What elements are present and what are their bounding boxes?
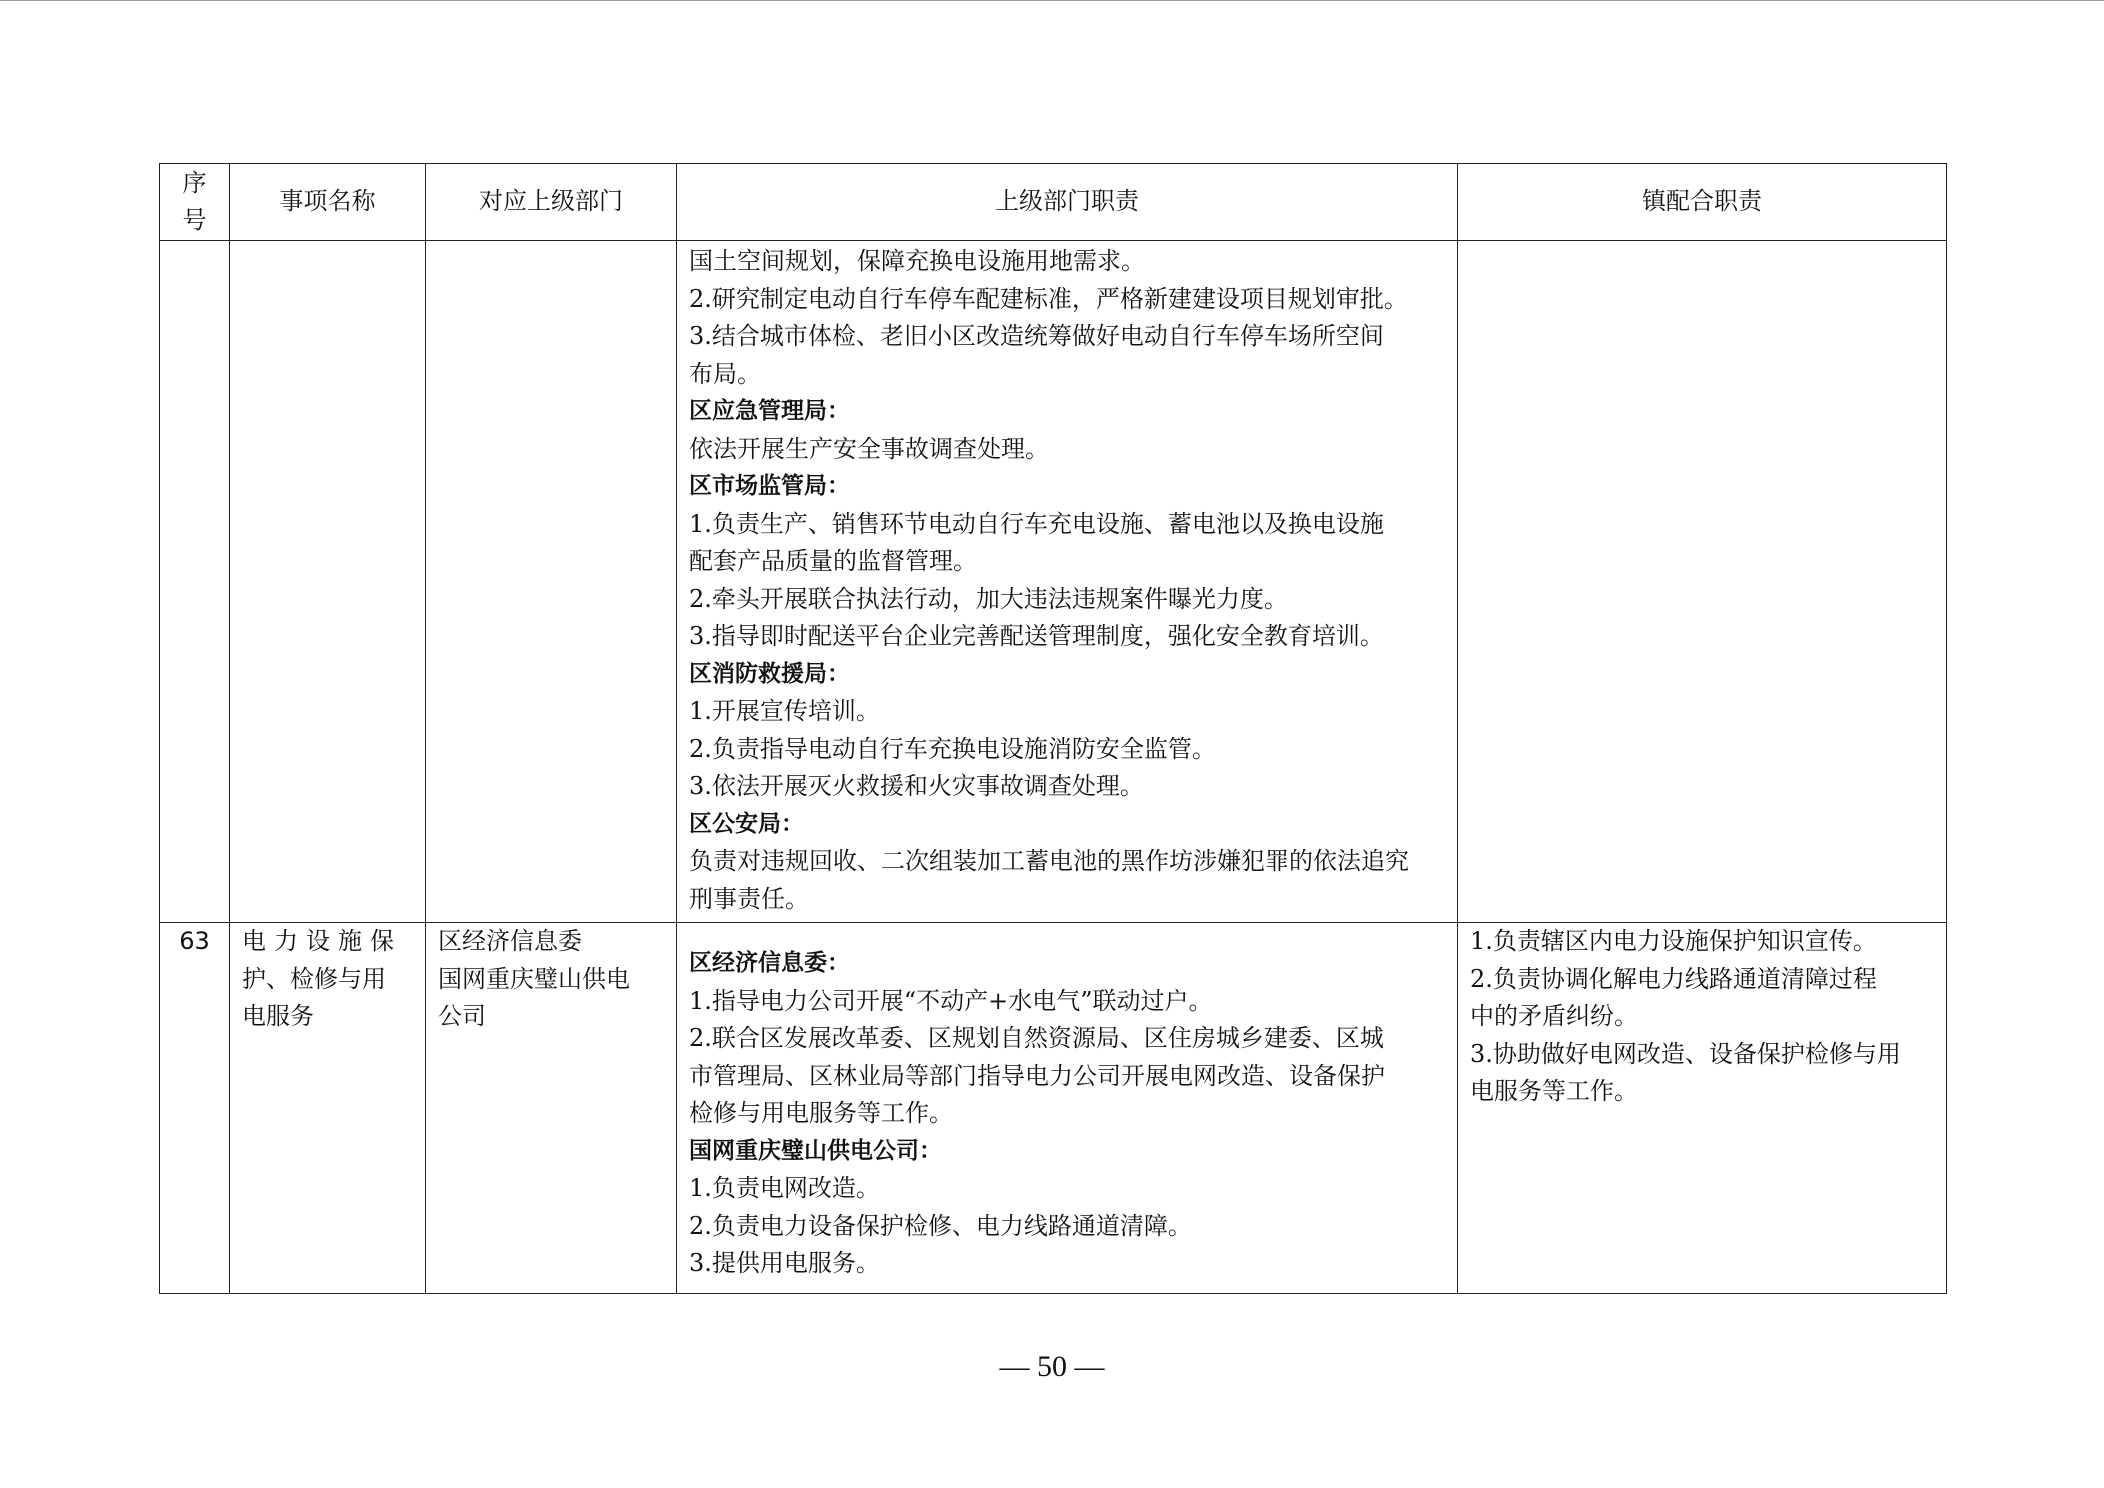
- table-row-63: [160, 923, 1947, 1294]
- duty-line: 1.开展宣传培训。: [689, 697, 880, 725]
- header-town-duties: 镇配合职责: [1458, 164, 1947, 241]
- table-row-continued: [160, 241, 1947, 923]
- header-item-name: 事项名称: [230, 164, 426, 241]
- cell-no: 63: [160, 923, 230, 1294]
- dept-heading: 区经济信息委：: [689, 950, 850, 976]
- duty-line: 配套产品质量的监督管理。: [689, 547, 977, 575]
- cell-item-name-empty: [230, 241, 426, 923]
- duty-line: 2.研究制定电动自行车停车配建标准，严格新建建设项目规划审批。: [689, 284, 1408, 313]
- duty-line: 2.联合区发展改革委、区规划自然资源局、区住房城乡建委、区城: [689, 1024, 1384, 1052]
- town-duty-line: 中的矛盾纠纷。: [1470, 1002, 1638, 1030]
- dept-heading: 区应急管理局：: [689, 398, 850, 424]
- town-duty-line: 3.协助做好电网改造、设备保护检修与用: [1470, 1039, 1901, 1068]
- town-duty-line: 1.负责辖区内电力设施保护知识宣传。: [1470, 927, 1877, 955]
- dept-heading: 区市场监管局：: [689, 473, 850, 499]
- duty-line: 负责对违规回收、二次组装加工蓄电池的黑作坊涉嫌犯罪的依法追究: [689, 847, 1409, 875]
- cell-superior-duties: [677, 923, 1458, 1294]
- duty-line: 2.负责电力设备保护检修、电力线路通道清障。: [689, 1211, 1192, 1240]
- cell-superior-dept-empty: [426, 241, 677, 923]
- duties-list: [689, 243, 1445, 918]
- item-name-line: 护、检修与用: [242, 964, 386, 993]
- table-header-row: [160, 164, 1947, 241]
- duty-line: 1.负责生产、销售环节电动自行车充电设施、蓄电池以及换电设施: [689, 509, 1384, 538]
- cell-town-duties-empty: [1458, 241, 1947, 923]
- page-top-rule: [0, 0, 2104, 1]
- duty-line: 3.依法开展灭火救援和火灾事故调查处理。: [689, 772, 1144, 800]
- town-duty-line: 2.负责协调化解电力线路通道清障过程: [1470, 964, 1877, 993]
- dept-line: 国网重庆璧山供电: [438, 964, 630, 993]
- duty-line: 检修与用电服务等工作。: [689, 1099, 953, 1127]
- item-name-line: 电力设施保: [242, 927, 402, 955]
- dept-line: 公司: [438, 1002, 486, 1030]
- duty-line: 2.负责指导电动自行车充换电设施消防安全监管。: [689, 734, 1216, 763]
- duty-line: 1.指导电力公司开展“不动产+水电气”联动过户。: [689, 986, 1213, 1015]
- duty-line: 3.指导即时配送平台企业完善配送管理制度，强化安全教育培训。: [689, 622, 1384, 650]
- header-no-text: 序号: [182, 168, 207, 234]
- duty-line: 2.牵头开展联合执法行动，加大违法违规案件曝光力度。: [689, 584, 1288, 613]
- duty-line: 3.提供用电服务。: [689, 1249, 880, 1277]
- duty-line: 1.负责电网改造。: [689, 1174, 880, 1202]
- duty-table: [159, 163, 1947, 1294]
- header-superior-dept: 对应上级部门: [426, 164, 677, 241]
- header-no: [160, 164, 230, 241]
- item-name-line: 电服务: [242, 1002, 314, 1030]
- duty-line: 市管理局、区林业局等部门指导电力公司开展电网改造、设备保护: [689, 1061, 1385, 1090]
- duty-line: 3.结合城市体检、老旧小区改造统筹做好电动自行车停车场所空间: [689, 322, 1384, 350]
- dept-line: 区经济信息委: [438, 927, 582, 955]
- cell-town-duties: [1458, 923, 1947, 1294]
- duty-line: 刑事责任。: [689, 884, 809, 913]
- cell-superior-dept: [426, 923, 677, 1294]
- dept-heading: 区公安局：: [689, 810, 804, 837]
- cell-item-name: [230, 923, 426, 1294]
- cell-superior-duties-continued: [677, 241, 1458, 923]
- town-duty-line: 电服务等工作。: [1470, 1077, 1638, 1105]
- header-superior-duties: 上级部门职责: [677, 164, 1458, 241]
- duty-line: 布局。: [689, 359, 761, 388]
- page-number: — 50 —: [999, 1350, 1105, 1383]
- dept-heading: 区消防救援局：: [689, 660, 850, 687]
- cell-no-empty: [160, 241, 230, 923]
- duty-line: 依法开展生产安全事故调查处理。: [689, 434, 1049, 463]
- duties-list: [689, 945, 1445, 1283]
- duty-line: 国土空间规划，保障充换电设施用地需求。: [689, 247, 1145, 275]
- dept-heading: 国网重庆璧山供电公司：: [689, 1137, 942, 1164]
